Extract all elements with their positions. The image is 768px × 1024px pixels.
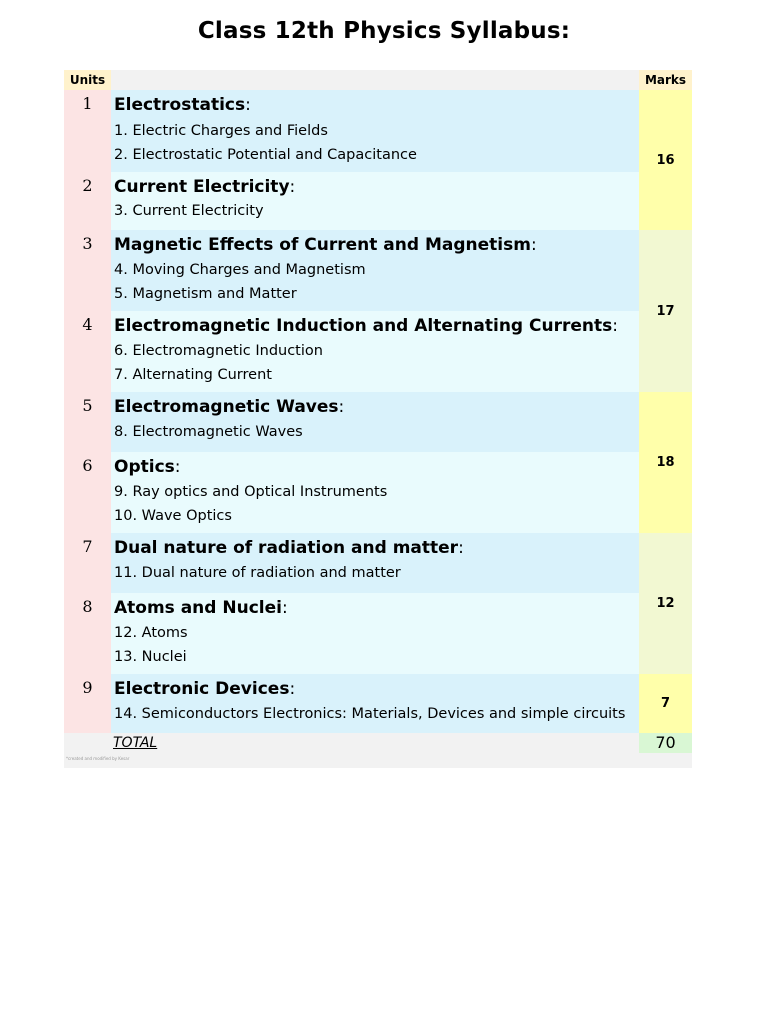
chapter-item: 12. Atoms xyxy=(114,625,188,641)
unit-title-colon: : xyxy=(338,397,345,417)
total-value: 70 xyxy=(639,733,692,753)
unit-title xyxy=(114,538,464,558)
units-header: Units xyxy=(64,70,111,90)
unit-row-2 xyxy=(82,172,639,230)
unit-row-3 xyxy=(82,230,639,311)
chapter-item: 9. Ray optics and Optical Instruments xyxy=(114,484,388,500)
unit-title xyxy=(114,177,295,197)
marks-cell: 16 xyxy=(639,90,692,230)
unit-row-1 xyxy=(82,90,639,172)
header-spacer xyxy=(111,70,639,90)
unit-title-colon: : xyxy=(174,457,181,477)
unit-row-7 xyxy=(82,533,639,593)
unit-title-colon: : xyxy=(612,316,618,336)
unit-title-colon: : xyxy=(289,177,296,197)
unit-title xyxy=(114,95,251,115)
unit-number: 8 xyxy=(82,597,93,616)
unit-title-colon: : xyxy=(245,95,251,115)
chapter-item: 5. Magnetism and Matter xyxy=(114,286,297,302)
unit-title-colon: : xyxy=(289,679,296,699)
unit-row-8 xyxy=(82,593,639,674)
marks-cell: 17 xyxy=(639,230,692,392)
unit-title-text: Current Electricity xyxy=(114,177,290,197)
unit-number: 4 xyxy=(82,315,93,334)
unit-number: 6 xyxy=(82,456,93,475)
unit-title xyxy=(114,397,344,417)
chapter-item: 10. Wave Optics xyxy=(114,508,232,524)
chapter-item: 7. Alternating Current xyxy=(114,367,272,383)
unit-number: 2 xyxy=(82,176,93,195)
page-title: Class 12th Physics Syllabus: xyxy=(197,18,571,44)
unit-title xyxy=(114,457,181,477)
syllabus-table xyxy=(64,70,692,768)
chapter-item: 3. Current Electricity xyxy=(114,203,264,219)
unit-number: 1 xyxy=(82,94,93,113)
unit-title-text: Optics xyxy=(114,457,175,477)
marks-cell: 12 xyxy=(639,533,692,674)
total-label: TOTAL xyxy=(113,735,158,751)
unit-title xyxy=(114,598,288,618)
chapter-item: 6. Electromagnetic Induction xyxy=(114,343,323,359)
chapter-item: 13. Nuclei xyxy=(114,649,187,665)
unit-number: 3 xyxy=(82,234,93,253)
unit-row-4 xyxy=(82,311,639,392)
marks-header: Marks xyxy=(639,70,692,90)
unit-title-colon: : xyxy=(530,235,537,255)
unit-title-text: Electrostatics xyxy=(114,95,246,115)
unit-title-colon: : xyxy=(458,538,464,558)
unit-title-text: Dual nature of radiation and matter xyxy=(114,538,459,558)
unit-title xyxy=(114,235,537,255)
unit-row-9 xyxy=(82,674,639,733)
unit-title-text: Atoms and Nuclei xyxy=(114,598,282,618)
unit-title-colon: : xyxy=(281,598,288,618)
unit-row-6 xyxy=(82,452,639,533)
unit-title xyxy=(114,679,295,699)
unit-number: 5 xyxy=(82,396,93,415)
unit-row-5 xyxy=(82,392,639,452)
unit-number: 7 xyxy=(82,537,93,556)
unit-title-text: Electromagnetic Induction and Alternating Currents xyxy=(114,316,613,336)
unit-number: 9 xyxy=(82,678,93,697)
marks-cell: 7 xyxy=(639,674,692,733)
chapter-item: 4. Moving Charges and Magnetism xyxy=(114,262,366,278)
unit-title xyxy=(114,316,618,336)
chapter-item: 1. Electric Charges and Fields xyxy=(114,123,328,139)
chapter-item: 8. Electromagnetic Waves xyxy=(114,424,303,440)
unit-title-text: Electronic Devices xyxy=(114,679,290,699)
chapter-item: 2. Electrostatic Potential and Capacitance xyxy=(114,147,417,163)
unit-title-text: Electromagnetic Waves xyxy=(114,397,339,417)
chapter-item: 11. Dual nature of radiation and matter xyxy=(114,565,401,581)
unit-title-text: Magnetic Effects of Current and Magnetism xyxy=(114,235,531,255)
footnote: *created and modified by Kesar xyxy=(66,756,130,761)
chapter-item: 14. Semiconductors Electronics: Materials, Devices and simple circuits xyxy=(114,706,626,722)
marks-cell: 18 xyxy=(639,392,692,533)
